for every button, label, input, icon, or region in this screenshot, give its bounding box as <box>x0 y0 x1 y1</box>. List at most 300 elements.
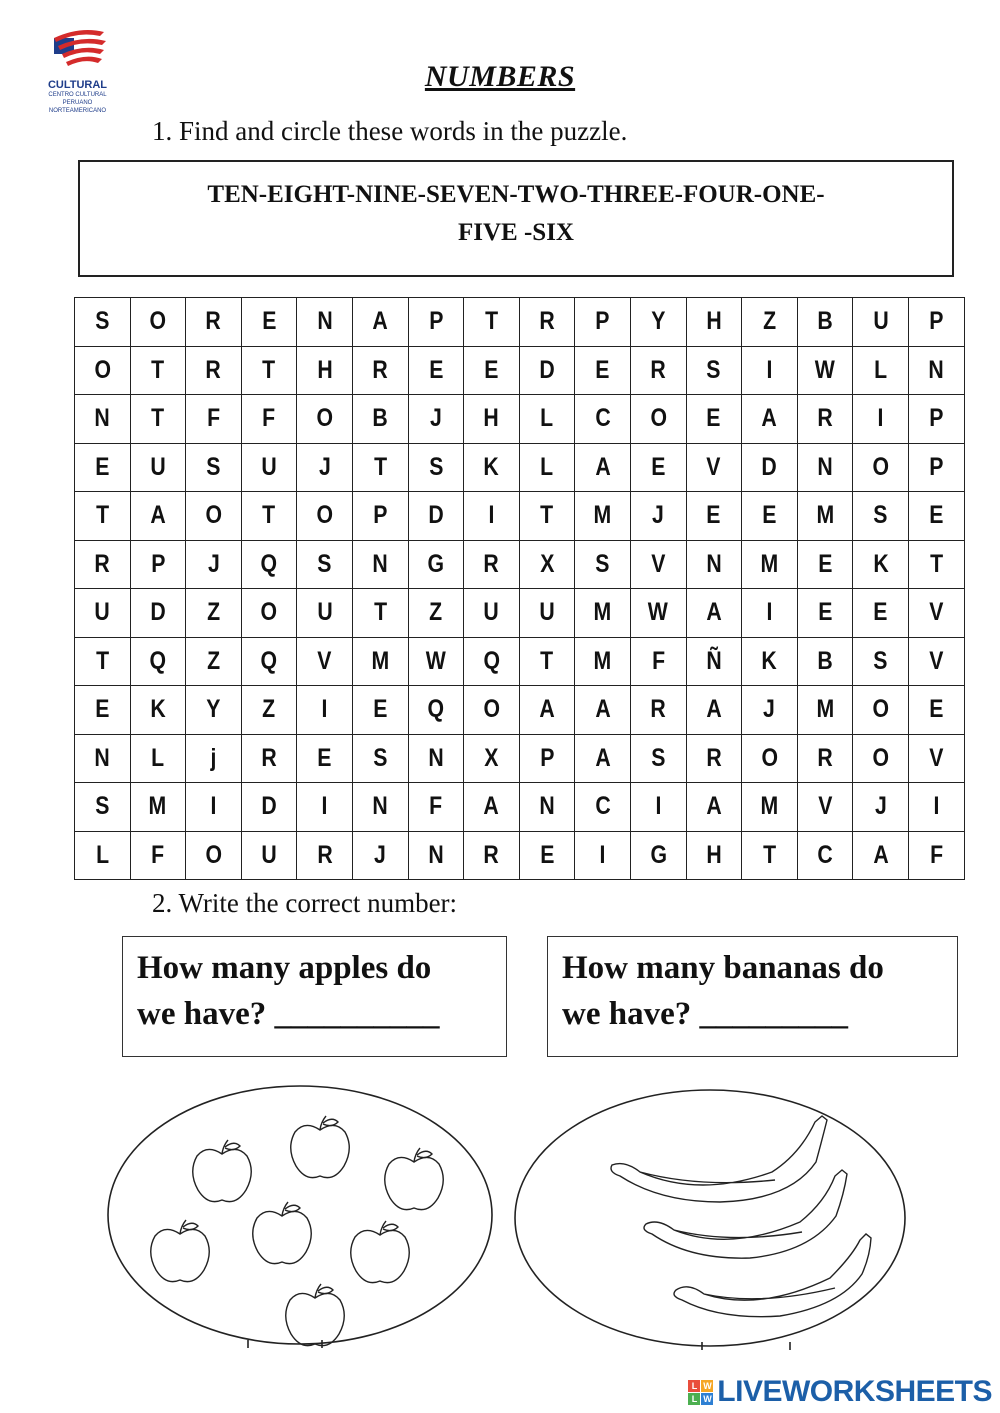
grid-letter: V <box>929 646 944 675</box>
grid-cell[interactable] <box>908 637 964 686</box>
badge-letter: L <box>688 1380 700 1392</box>
grid-cell[interactable] <box>75 637 131 686</box>
grid-cell[interactable] <box>241 589 297 638</box>
grid-cell[interactable] <box>519 443 575 492</box>
grid-cell[interactable] <box>797 686 853 735</box>
grid-cell[interactable] <box>408 686 464 735</box>
grid-cell[interactable] <box>908 831 964 880</box>
grid-cell[interactable] <box>575 443 631 492</box>
grid-letter: S <box>95 792 110 821</box>
grid-cell[interactable] <box>686 831 742 880</box>
grid-letter: C <box>594 404 611 433</box>
grid-cell[interactable] <box>408 492 464 541</box>
grid-letter: Y <box>206 695 221 724</box>
grid-letter: W <box>648 598 669 627</box>
grid-letter: H <box>483 404 500 433</box>
grid-cell[interactable] <box>519 492 575 541</box>
grid-cell[interactable] <box>686 637 742 686</box>
grid-cell[interactable] <box>686 492 742 541</box>
grid-cell[interactable] <box>742 734 798 783</box>
grid-letter: A <box>706 792 722 821</box>
grid-letter: A <box>372 307 388 336</box>
grid-cell[interactable] <box>797 395 853 444</box>
grid-cell[interactable] <box>908 783 964 832</box>
grid-cell[interactable] <box>575 831 631 880</box>
grid-letter: A <box>594 743 611 772</box>
grid-cell[interactable] <box>686 589 742 638</box>
grid-letter: Q <box>260 549 278 578</box>
grid-cell[interactable] <box>186 492 242 541</box>
grid-cell[interactable] <box>686 540 742 589</box>
grid-row <box>75 686 965 735</box>
grid-letter: T <box>540 646 554 675</box>
grid-cell[interactable] <box>908 346 964 395</box>
grid-letter: N <box>372 549 388 578</box>
grid-letter: R <box>706 743 722 772</box>
grid-cell[interactable] <box>297 686 353 735</box>
grid-letter: I <box>933 792 940 821</box>
grid-cell[interactable] <box>408 395 464 444</box>
grid-cell[interactable] <box>575 492 631 541</box>
grid-cell[interactable] <box>575 734 631 783</box>
grid-cell[interactable] <box>630 686 686 735</box>
grid-cell[interactable] <box>297 395 353 444</box>
grid-cell[interactable] <box>519 540 575 589</box>
grid-letter: V <box>929 743 944 772</box>
grid-letter: N <box>928 355 944 384</box>
grid-letter: O <box>483 695 500 724</box>
grid-letter: F <box>929 840 943 869</box>
grid-letter: I <box>210 792 217 821</box>
bananas-answer-line[interactable]: we have? _________ <box>562 996 848 1032</box>
grid-letter: A <box>872 840 889 869</box>
grid-letter: V <box>706 452 721 481</box>
grid-cell[interactable] <box>352 443 408 492</box>
grid-cell[interactable] <box>797 298 853 347</box>
grid-letter: Z <box>206 646 220 675</box>
grid-cell[interactable] <box>352 540 408 589</box>
banana-icon <box>611 1116 827 1202</box>
grid-letter: R <box>316 840 333 869</box>
grid-row <box>75 831 965 880</box>
grid-cell[interactable] <box>464 783 520 832</box>
grid-cell[interactable] <box>519 783 575 832</box>
grid-cell[interactable] <box>908 686 964 735</box>
grid-cell[interactable] <box>408 783 464 832</box>
grid-cell[interactable] <box>575 783 631 832</box>
grid-letter: P <box>929 404 944 433</box>
grid-cell[interactable] <box>130 346 186 395</box>
grid-cell[interactable] <box>186 443 242 492</box>
grid-cell[interactable] <box>908 395 964 444</box>
grid-letter: I <box>599 840 606 869</box>
grid-cell[interactable] <box>575 346 631 395</box>
grid-letter: R <box>205 307 222 336</box>
grid-letter: D <box>539 355 555 384</box>
grid-cell[interactable] <box>908 540 964 589</box>
instruction-2: 2. Write the correct number: <box>152 888 458 918</box>
grid-cell[interactable] <box>186 783 242 832</box>
bananas-question-line-1: How many bananas do <box>562 950 884 986</box>
grid-letter: S <box>706 355 721 384</box>
grid-cell[interactable] <box>297 734 353 783</box>
grid-cell[interactable] <box>797 346 853 395</box>
grid-cell[interactable] <box>297 783 353 832</box>
grid-cell[interactable] <box>519 395 575 444</box>
grid-cell[interactable] <box>686 686 742 735</box>
grid-cell[interactable] <box>408 589 464 638</box>
grid-letter: J <box>874 792 887 821</box>
grid-cell[interactable] <box>297 298 353 347</box>
grid-cell[interactable] <box>297 589 353 638</box>
grid-letter: F <box>651 646 665 675</box>
grid-letter: W <box>425 646 446 675</box>
grid-letter: E <box>373 695 388 724</box>
grid-letter: Q <box>260 646 278 675</box>
grid-letter: U <box>483 598 500 627</box>
badge-letter: L <box>688 1393 700 1405</box>
grid-letter: E <box>873 598 888 627</box>
grid-cell[interactable] <box>297 346 353 395</box>
grid-cell[interactable] <box>75 443 131 492</box>
grid-cell[interactable] <box>575 540 631 589</box>
grid-cell[interactable] <box>519 686 575 735</box>
grid-cell[interactable] <box>75 734 131 783</box>
grid-cell[interactable] <box>908 589 964 638</box>
grid-cell[interactable] <box>75 492 131 541</box>
word-search-grid <box>74 297 965 880</box>
grid-cell[interactable] <box>297 540 353 589</box>
grid-cell[interactable] <box>408 346 464 395</box>
liveworksheets-logo-icon <box>688 1380 713 1405</box>
grid-cell[interactable] <box>630 783 686 832</box>
grid-letter: R <box>539 307 555 336</box>
grid-cell[interactable] <box>853 831 909 880</box>
grid-cell[interactable] <box>408 443 464 492</box>
grid-letter: R <box>372 355 388 384</box>
grid-cell[interactable] <box>186 734 242 783</box>
grid-cell[interactable] <box>75 346 131 395</box>
liveworksheets-footer <box>688 1375 992 1409</box>
grid-cell[interactable] <box>75 686 131 735</box>
grid-cell[interactable] <box>352 831 408 880</box>
grid-cell[interactable] <box>186 540 242 589</box>
word-list-line-2: FIVE -SIX <box>458 219 574 246</box>
grid-cell[interactable] <box>742 492 798 541</box>
grid-cell[interactable] <box>908 443 964 492</box>
grid-cell[interactable] <box>853 346 909 395</box>
grid-letter: B <box>817 646 833 675</box>
grid-letter: M <box>593 646 612 675</box>
grid-cell[interactable] <box>575 298 631 347</box>
grid-cell[interactable] <box>797 831 853 880</box>
grid-cell[interactable] <box>186 395 242 444</box>
grid-letter: T <box>373 452 387 481</box>
grid-cell[interactable] <box>75 783 131 832</box>
grid-letter: S <box>651 743 666 772</box>
grid-cell[interactable] <box>297 443 353 492</box>
grid-cell[interactable] <box>742 783 798 832</box>
grid-cell[interactable] <box>742 540 798 589</box>
grid-cell[interactable] <box>130 637 186 686</box>
grid-letter: U <box>94 598 110 627</box>
apple-icon <box>151 1220 210 1282</box>
grid-cell[interactable] <box>630 540 686 589</box>
grid-cell[interactable] <box>186 686 242 735</box>
grid-letter: E <box>95 452 110 481</box>
grid-cell[interactable] <box>853 734 909 783</box>
grid-cell[interactable] <box>241 540 297 589</box>
grid-cell[interactable] <box>519 637 575 686</box>
grid-cell[interactable] <box>853 395 909 444</box>
grid-letter: M <box>593 501 612 530</box>
grid-cell[interactable] <box>908 492 964 541</box>
grid-cell[interactable] <box>241 831 297 880</box>
apples-answer-line[interactable]: we have? __________ <box>137 996 440 1032</box>
grid-cell[interactable] <box>630 831 686 880</box>
grid-cell[interactable] <box>630 395 686 444</box>
grid-cell[interactable] <box>519 346 575 395</box>
grid-letter: T <box>373 598 387 627</box>
grid-cell[interactable] <box>630 589 686 638</box>
grid-cell[interactable] <box>352 686 408 735</box>
grid-cell[interactable] <box>686 783 742 832</box>
grid-cell[interactable] <box>130 540 186 589</box>
grid-cell[interactable] <box>75 831 131 880</box>
grid-cell[interactable] <box>352 589 408 638</box>
grid-cell[interactable] <box>75 298 131 347</box>
grid-cell[interactable] <box>464 831 520 880</box>
grid-letter: S <box>95 307 110 336</box>
grid-cell[interactable] <box>186 637 242 686</box>
grid-cell[interactable] <box>297 637 353 686</box>
grid-cell[interactable] <box>352 492 408 541</box>
apple-icon <box>193 1140 252 1202</box>
grid-cell[interactable] <box>686 298 742 347</box>
grid-cell[interactable] <box>797 589 853 638</box>
grid-cell[interactable] <box>464 637 520 686</box>
grid-letter: E <box>817 598 833 627</box>
grid-cell[interactable] <box>186 831 242 880</box>
grid-letter: Z <box>262 695 276 724</box>
grid-cell[interactable] <box>575 686 631 735</box>
logo-line2: PERUANO <box>62 100 93 106</box>
grid-cell[interactable] <box>797 540 853 589</box>
grid-cell[interactable] <box>352 395 408 444</box>
grid-cell[interactable] <box>241 395 297 444</box>
grid-cell[interactable] <box>130 686 186 735</box>
grid-cell[interactable] <box>408 540 464 589</box>
grid-cell[interactable] <box>797 783 853 832</box>
grid-cell[interactable] <box>630 734 686 783</box>
grid-cell[interactable] <box>519 589 575 638</box>
grid-cell[interactable] <box>797 492 853 541</box>
grid-letter: D <box>261 792 277 821</box>
grid-letter: J <box>763 695 776 724</box>
grid-cell[interactable] <box>630 443 686 492</box>
grid-cell[interactable] <box>630 346 686 395</box>
banana-icon <box>674 1234 871 1317</box>
grid-cell[interactable] <box>853 540 909 589</box>
grid-cell[interactable] <box>130 395 186 444</box>
grid-cell[interactable] <box>408 831 464 880</box>
grid-cell[interactable] <box>75 395 131 444</box>
grid-cell[interactable] <box>742 831 798 880</box>
grid-letter: U <box>316 598 333 627</box>
grid-cell[interactable] <box>241 298 297 347</box>
grid-cell[interactable] <box>686 734 742 783</box>
grid-letter: L <box>151 743 165 772</box>
grid-cell[interactable] <box>575 637 631 686</box>
grid-cell[interactable] <box>742 395 798 444</box>
grid-cell[interactable] <box>186 346 242 395</box>
grid-cell[interactable] <box>908 298 964 347</box>
grid-letter: J <box>429 404 442 433</box>
grid-cell[interactable] <box>575 589 631 638</box>
grid-letter: R <box>650 355 666 384</box>
grid-cell[interactable] <box>130 783 186 832</box>
grid-letter: N <box>316 307 333 336</box>
grid-cell[interactable] <box>130 298 186 347</box>
grid-cell[interactable] <box>519 734 575 783</box>
grid-cell[interactable] <box>464 395 520 444</box>
grid-letter: E <box>539 840 555 869</box>
grid-cell[interactable] <box>130 492 186 541</box>
grid-cell[interactable] <box>130 589 186 638</box>
grid-letter: T <box>151 355 165 384</box>
grid-cell[interactable] <box>75 540 131 589</box>
grid-cell[interactable] <box>464 298 520 347</box>
grid-cell[interactable] <box>797 443 853 492</box>
grid-cell[interactable] <box>352 637 408 686</box>
grid-cell[interactable] <box>352 734 408 783</box>
grid-cell[interactable] <box>519 298 575 347</box>
grid-cell[interactable] <box>464 492 520 541</box>
grid-letter: K <box>761 646 778 675</box>
grid-cell[interactable] <box>519 831 575 880</box>
grid-cell[interactable] <box>686 395 742 444</box>
grid-cell[interactable] <box>130 734 186 783</box>
grid-cell[interactable] <box>352 298 408 347</box>
grid-cell[interactable] <box>464 734 520 783</box>
grid-letter: S <box>595 549 610 578</box>
grid-letter: U <box>872 307 889 336</box>
grid-letter: P <box>929 452 944 481</box>
grid-cell[interactable] <box>630 492 686 541</box>
grid-cell[interactable] <box>853 686 909 735</box>
grid-cell[interactable] <box>464 443 520 492</box>
grid-cell[interactable] <box>853 492 909 541</box>
apple-icon <box>351 1221 410 1283</box>
grid-cell[interactable] <box>241 492 297 541</box>
grid-cell[interactable] <box>75 589 131 638</box>
grid-cell[interactable] <box>241 783 297 832</box>
grid-letter: N <box>539 792 555 821</box>
grid-cell[interactable] <box>352 783 408 832</box>
grid-cell[interactable] <box>575 395 631 444</box>
grid-letter: K <box>872 549 889 578</box>
grid-cell[interactable] <box>186 589 242 638</box>
grid-letter: O <box>260 598 278 627</box>
grid-letter: j <box>210 743 217 772</box>
grid-cell[interactable] <box>408 734 464 783</box>
grid-cell[interactable] <box>742 686 798 735</box>
grid-letter: F <box>429 792 443 821</box>
grid-cell[interactable] <box>797 637 853 686</box>
grid-cell[interactable] <box>241 443 297 492</box>
grid-cell[interactable] <box>686 346 742 395</box>
grid-cell[interactable] <box>742 637 798 686</box>
grid-letter: S <box>873 646 888 675</box>
grid-cell[interactable] <box>186 298 242 347</box>
grid-cell[interactable] <box>853 783 909 832</box>
grid-letter: N <box>817 452 833 481</box>
grid-letter: R <box>261 743 277 772</box>
grid-letter: T <box>929 549 943 578</box>
grid-cell[interactable] <box>464 589 520 638</box>
grid-cell[interactable] <box>297 831 353 880</box>
grid-letter: M <box>149 792 167 821</box>
badge-letter: W <box>703 1380 712 1391</box>
grid-cell[interactable] <box>630 298 686 347</box>
grid-cell[interactable] <box>130 831 186 880</box>
grid-cell[interactable] <box>742 443 798 492</box>
grid-letter: A <box>594 695 611 724</box>
grid-cell[interactable] <box>408 298 464 347</box>
grid-letter: E <box>95 695 110 724</box>
grid-cell[interactable] <box>241 734 297 783</box>
grid-cell[interactable] <box>853 589 909 638</box>
grid-letter: P <box>373 501 388 530</box>
grid-cell[interactable] <box>853 298 909 347</box>
apple-icon <box>286 1284 345 1346</box>
grid-letter: T <box>151 404 165 433</box>
grid-cell[interactable] <box>686 443 742 492</box>
grid-letter: J <box>652 501 665 530</box>
grid-cell[interactable] <box>464 540 520 589</box>
grid-cell[interactable] <box>742 346 798 395</box>
grid-cell[interactable] <box>630 637 686 686</box>
grid-letter: A <box>594 452 611 481</box>
grid-letter: K <box>150 695 166 724</box>
grid-letter: F <box>262 404 276 433</box>
grid-cell[interactable] <box>297 492 353 541</box>
grid-cell[interactable] <box>241 346 297 395</box>
grid-letter: E <box>929 695 944 724</box>
grid-cell[interactable] <box>908 734 964 783</box>
grid-cell[interactable] <box>853 637 909 686</box>
grid-cell[interactable] <box>241 686 297 735</box>
grid-cell[interactable] <box>241 637 297 686</box>
grid-letter: A <box>483 792 500 821</box>
grid-cell[interactable] <box>130 443 186 492</box>
grid-letter: N <box>94 743 110 772</box>
grid-letter: S <box>373 743 388 772</box>
grid-cell[interactable] <box>853 443 909 492</box>
grid-cell[interactable] <box>464 346 520 395</box>
grid-letter: U <box>539 598 555 627</box>
grid-letter: I <box>766 355 773 384</box>
grid-cell[interactable] <box>352 346 408 395</box>
grid-cell[interactable] <box>408 637 464 686</box>
grid-cell[interactable] <box>742 589 798 638</box>
grid-cell[interactable] <box>464 686 520 735</box>
grid-cell[interactable] <box>742 298 798 347</box>
grid-cell[interactable] <box>797 734 853 783</box>
grid-letter: Q <box>149 646 167 675</box>
grid-letter: M <box>816 695 834 724</box>
grid-row <box>75 637 965 686</box>
